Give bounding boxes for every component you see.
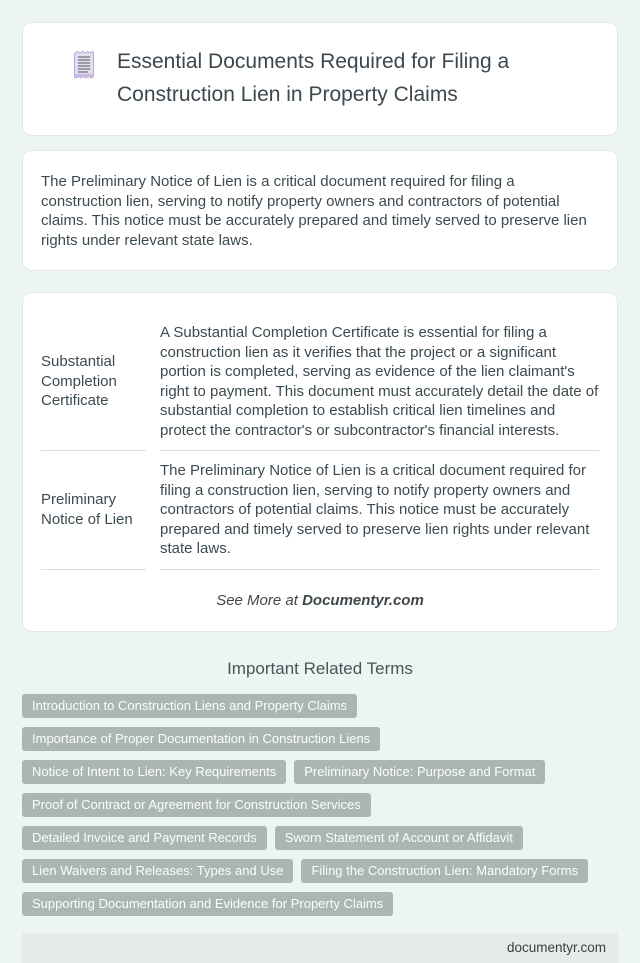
related-term-tag[interactable]: Supporting Documentation and Evidence for Property Claims bbox=[22, 892, 393, 916]
summary-card bbox=[22, 150, 618, 271]
documents-table bbox=[41, 313, 599, 570]
related-term-tag[interactable]: Proof of Contract or Agreement for Construction Services bbox=[22, 793, 371, 817]
term-cell: Substantial Completion Certificate bbox=[41, 313, 146, 451]
related-term-tag[interactable]: Lien Waivers and Releases: Types and Use bbox=[22, 859, 293, 883]
see-more-site-link[interactable]: Documentyr.com bbox=[302, 591, 424, 609]
title-card bbox=[22, 22, 618, 136]
documents-card bbox=[22, 292, 618, 632]
description-cell: The Preliminary Notice of Lien is a critical document required for filing a construction lien, serving to notify property owners and contractors of potential claims. This notice must be accurately prepared and timely served to preserve lien rights under relevant state laws. bbox=[160, 451, 599, 570]
related-term-tag[interactable]: Sworn Statement of Account or Affidavit bbox=[275, 826, 523, 850]
see-more-prefix: See More at bbox=[216, 591, 303, 609]
see-more-line bbox=[41, 592, 599, 609]
footer-site-link[interactable]: documentyr.com bbox=[506, 940, 606, 955]
related-terms-heading: Important Related Terms bbox=[227, 658, 413, 678]
footer-bar bbox=[22, 933, 618, 963]
description-cell: A Substantial Completion Certificate is essential for filing a construction lien as it verifies that the project or a significant portion is completed, serving as evidence of the lien claimant's right to payment. This document must accurately detail the date of substantial completion to establish critical lien timelines and protect the contractor's or subcontractor's financial interests. bbox=[160, 313, 599, 451]
table-row bbox=[41, 451, 599, 570]
related-term-tag[interactable]: Introduction to Construction Liens and Property Claims bbox=[22, 694, 357, 718]
related-term-tag[interactable]: Detailed Invoice and Payment Records bbox=[22, 826, 267, 850]
summary-text: The Preliminary Notice of Lien is a critical document required for filing a construction lien, serving to notify property owners and contractors of potential claims. This notice must be accurately prepared and timely served to preserve lien rights under relevant state laws. bbox=[41, 173, 587, 249]
related-term-tag[interactable]: Importance of Proper Documentation in Construction Liens bbox=[22, 727, 380, 751]
related-terms-list bbox=[22, 694, 618, 916]
table-row bbox=[41, 313, 599, 451]
related-term-tag[interactable]: Notice of Intent to Lien: Key Requirements bbox=[22, 760, 286, 784]
page-title: Essential Documents Required for Filing a Construction Lien in Property Claims bbox=[117, 50, 510, 106]
related-term-tag[interactable]: Preliminary Notice: Purpose and Format bbox=[294, 760, 545, 784]
related-term-tag[interactable]: Filing the Construction Lien: Mandatory Forms bbox=[301, 859, 588, 883]
receipt-icon bbox=[71, 50, 97, 85]
term-cell: Preliminary Notice of Lien bbox=[41, 451, 146, 570]
